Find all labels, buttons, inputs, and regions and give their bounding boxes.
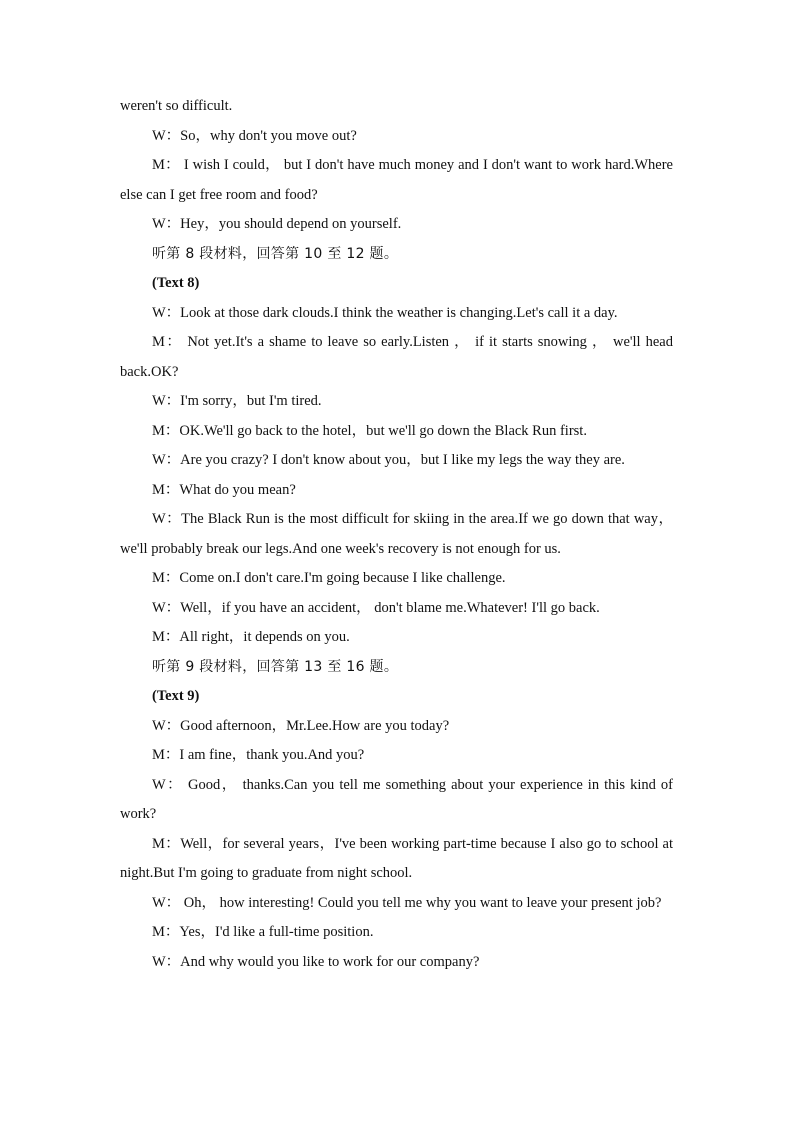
dialogue-line: W：Well，if you have an accident， don't blame me.Whatever! I'll go back. xyxy=(152,599,600,616)
dialogue-line: M：What do you mean? xyxy=(152,481,296,498)
section-instruction: 听第 9 段材料，回答第 13 至 16 题。 xyxy=(152,658,399,675)
dialogue-line: M：Well，for several years，I've been working part-time because I also go to school at night.But I'm going to graduate from night school. xyxy=(120,835,673,881)
document-body xyxy=(120,92,673,977)
dialogue-line: W：The Black Run is the most difficult for skiing in the area.If we go down that way，we'll probably break our legs.And one week's recovery is not enough for us. xyxy=(120,511,673,557)
dialogue-line: W：And why would you like to work for our company? xyxy=(152,953,480,970)
dialogue-line: W：I'm sorry，but I'm tired. xyxy=(152,393,322,409)
dialogue-line: W： Oh， how interesting! Could you tell me why you want to leave your present job? xyxy=(152,894,662,911)
dialogue-line: W： Good， thanks.Can you tell me something about your experience in this kind of work? xyxy=(120,776,673,822)
dialogue-line: M：Yes，I'd like a full-time position. xyxy=(152,924,374,940)
dialogue-line: M： I wish I could， but I don't have much money and I don't want to work hard.Where else can I get free room and food? xyxy=(120,157,673,203)
text-line: weren't so difficult. xyxy=(120,98,233,114)
dialogue-line: M：OK.We'll go back to the hotel，but we'll go down the Black Run first. xyxy=(152,422,587,439)
dialogue-line: W：Look at those dark clouds.I think the weather is changing.Let's call it a day. xyxy=(152,304,618,321)
section-instruction: 听第 8 段材料，回答第 10 至 12 题。 xyxy=(152,245,399,262)
dialogue-line: W：Are you crazy? I don't know about you，but I like my legs the way they are. xyxy=(152,452,625,468)
dialogue-line: W：Good afternoon，Mr.Lee.How are you today? xyxy=(152,717,450,734)
dialogue-line: M：Come on.I don't care.I'm going because I like challenge. xyxy=(152,570,506,586)
dialogue-line: W：So，why don't you move out? xyxy=(152,127,357,144)
dialogue-line: W：Hey，you should depend on yourself. xyxy=(152,216,402,232)
section-heading: (Text 9) xyxy=(152,688,200,704)
section-heading: (Text 8) xyxy=(152,275,200,291)
dialogue-line: M：All right，it depends on you. xyxy=(152,629,350,645)
dialogue-line: M： Not yet.It's a shame to leave so early.Listen ， if it starts snowing ， we'll head back.OK? xyxy=(120,334,673,380)
dialogue-line: M：I am fine，thank you.And you? xyxy=(152,747,365,763)
